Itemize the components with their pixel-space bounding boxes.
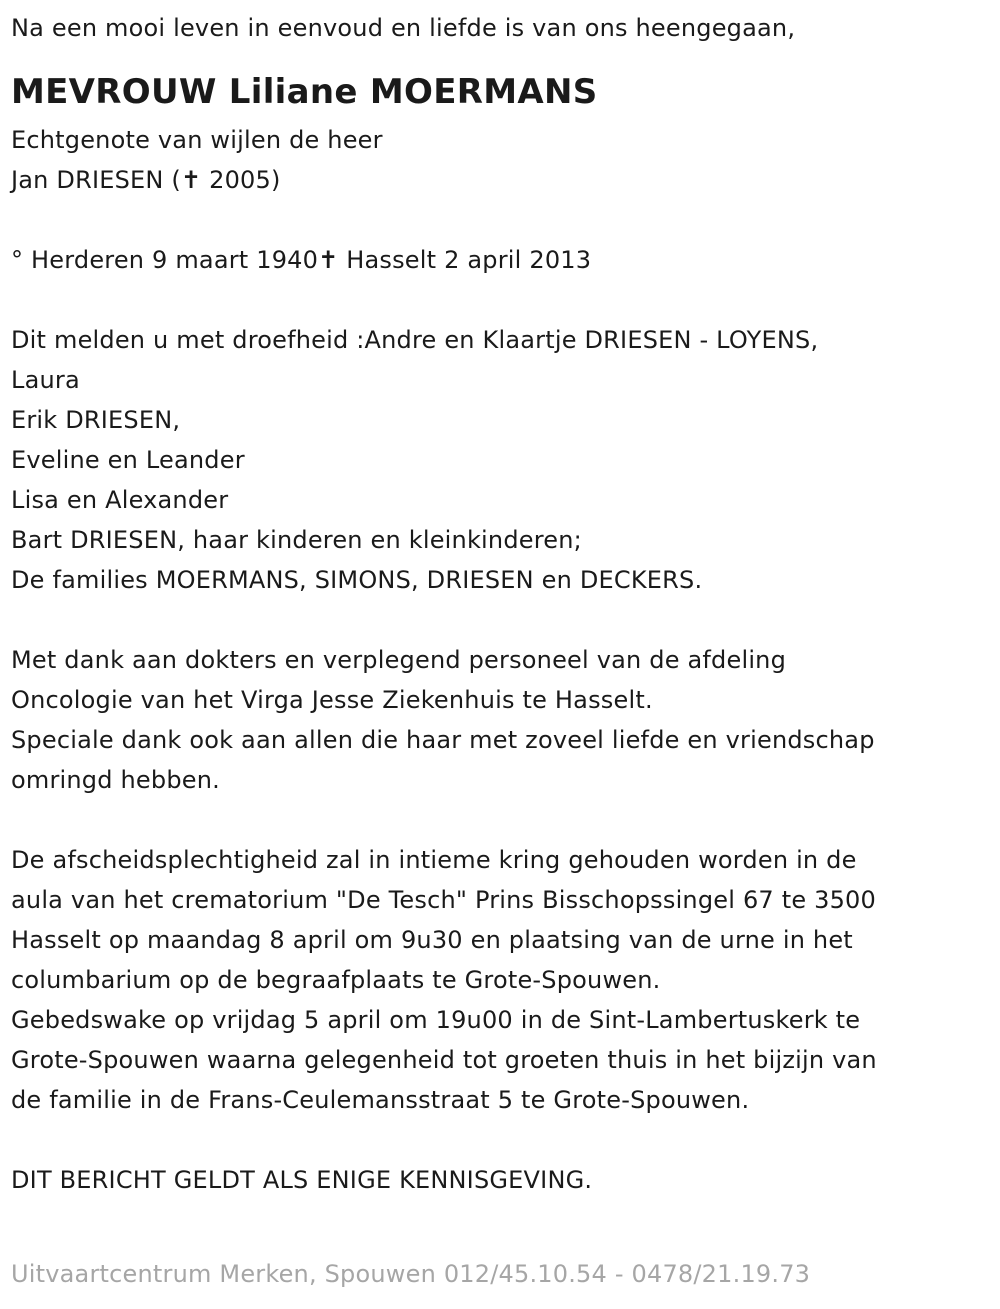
thanks-line: omringd hebben.: [11, 766, 220, 794]
family-line: Dit melden u met droefheid :Andre en Klaartje DRIESEN - LOYENS,: [11, 326, 819, 354]
family-line: Bart DRIESEN, haar kinderen en kleinkinderen;: [11, 526, 582, 554]
family-line: Eveline en Leander: [11, 446, 245, 474]
family-line: Laura: [11, 366, 80, 394]
intro-text: Na een mooi leven in eenvoud en liefde is van ons heengegaan,: [11, 14, 796, 42]
family-section: [11, 320, 1000, 600]
ceremony-section: [11, 840, 1000, 1120]
deceased-name: MEVROUW Liliane MOERMANS: [11, 72, 598, 112]
funeral-home-footer: Uitvaartcentrum Merken, Spouwen 012/45.10.54 - 0478/21.19.73: [11, 1260, 811, 1288]
ceremony-line: aula van het crematorium "De Tesch" Prins Bisschopssingel 67 te 3500: [11, 886, 876, 914]
thanks-line: Oncologie van het Virga Jesse Ziekenhuis te Hasselt.: [11, 686, 653, 714]
family-line: Erik DRIESEN,: [11, 406, 181, 434]
spacer: [11, 280, 1000, 320]
ceremony-line: de familie in de Frans-Ceulemansstraat 5 te Grote-Spouwen.: [11, 1086, 750, 1114]
ceremony-line: columbarium op de begraafplaats te Grote-Spouwen.: [11, 966, 661, 994]
family-line: Lisa en Alexander: [11, 486, 229, 514]
spacer: [11, 1120, 1000, 1160]
spouse-line-1: Echtgenote van wijlen de heer: [11, 126, 383, 154]
spouse-line-2: Jan DRIESEN (✝ 2005): [11, 166, 281, 194]
thanks-line: Met dank aan dokters en verplegend personeel van de afdeling: [11, 646, 787, 674]
thanks-line: Speciale dank ook aan allen die haar met zoveel liefde en vriendschap: [11, 726, 875, 754]
ceremony-line: Hasselt op maandag 8 april om 9u30 en plaatsing van de urne in het: [11, 926, 853, 954]
ceremony-line: Gebedswake op vrijdag 5 april om 19u00 in de Sint-Lambertuskerk te: [11, 1006, 861, 1034]
spacer: [11, 600, 1000, 640]
family-line: De families MOERMANS, SIMONS, DRIESEN en DECKERS.: [11, 566, 703, 594]
ceremony-line: De afscheidsplechtigheid zal in intieme kring gehouden worden in de: [11, 846, 857, 874]
spacer: [11, 200, 1000, 240]
spacer: [11, 800, 1000, 840]
closing-statement: DIT BERICHT GELDT ALS ENIGE KENNISGEVING.: [11, 1166, 593, 1194]
birth-death-line: ° Herderen 9 maart 1940✝ Hasselt 2 april 2013: [11, 246, 592, 274]
ceremony-line: Grote-Spouwen waarna gelegenheid tot groeten thuis in het bijzijn van: [11, 1046, 877, 1074]
thanks-section: [11, 640, 1000, 800]
